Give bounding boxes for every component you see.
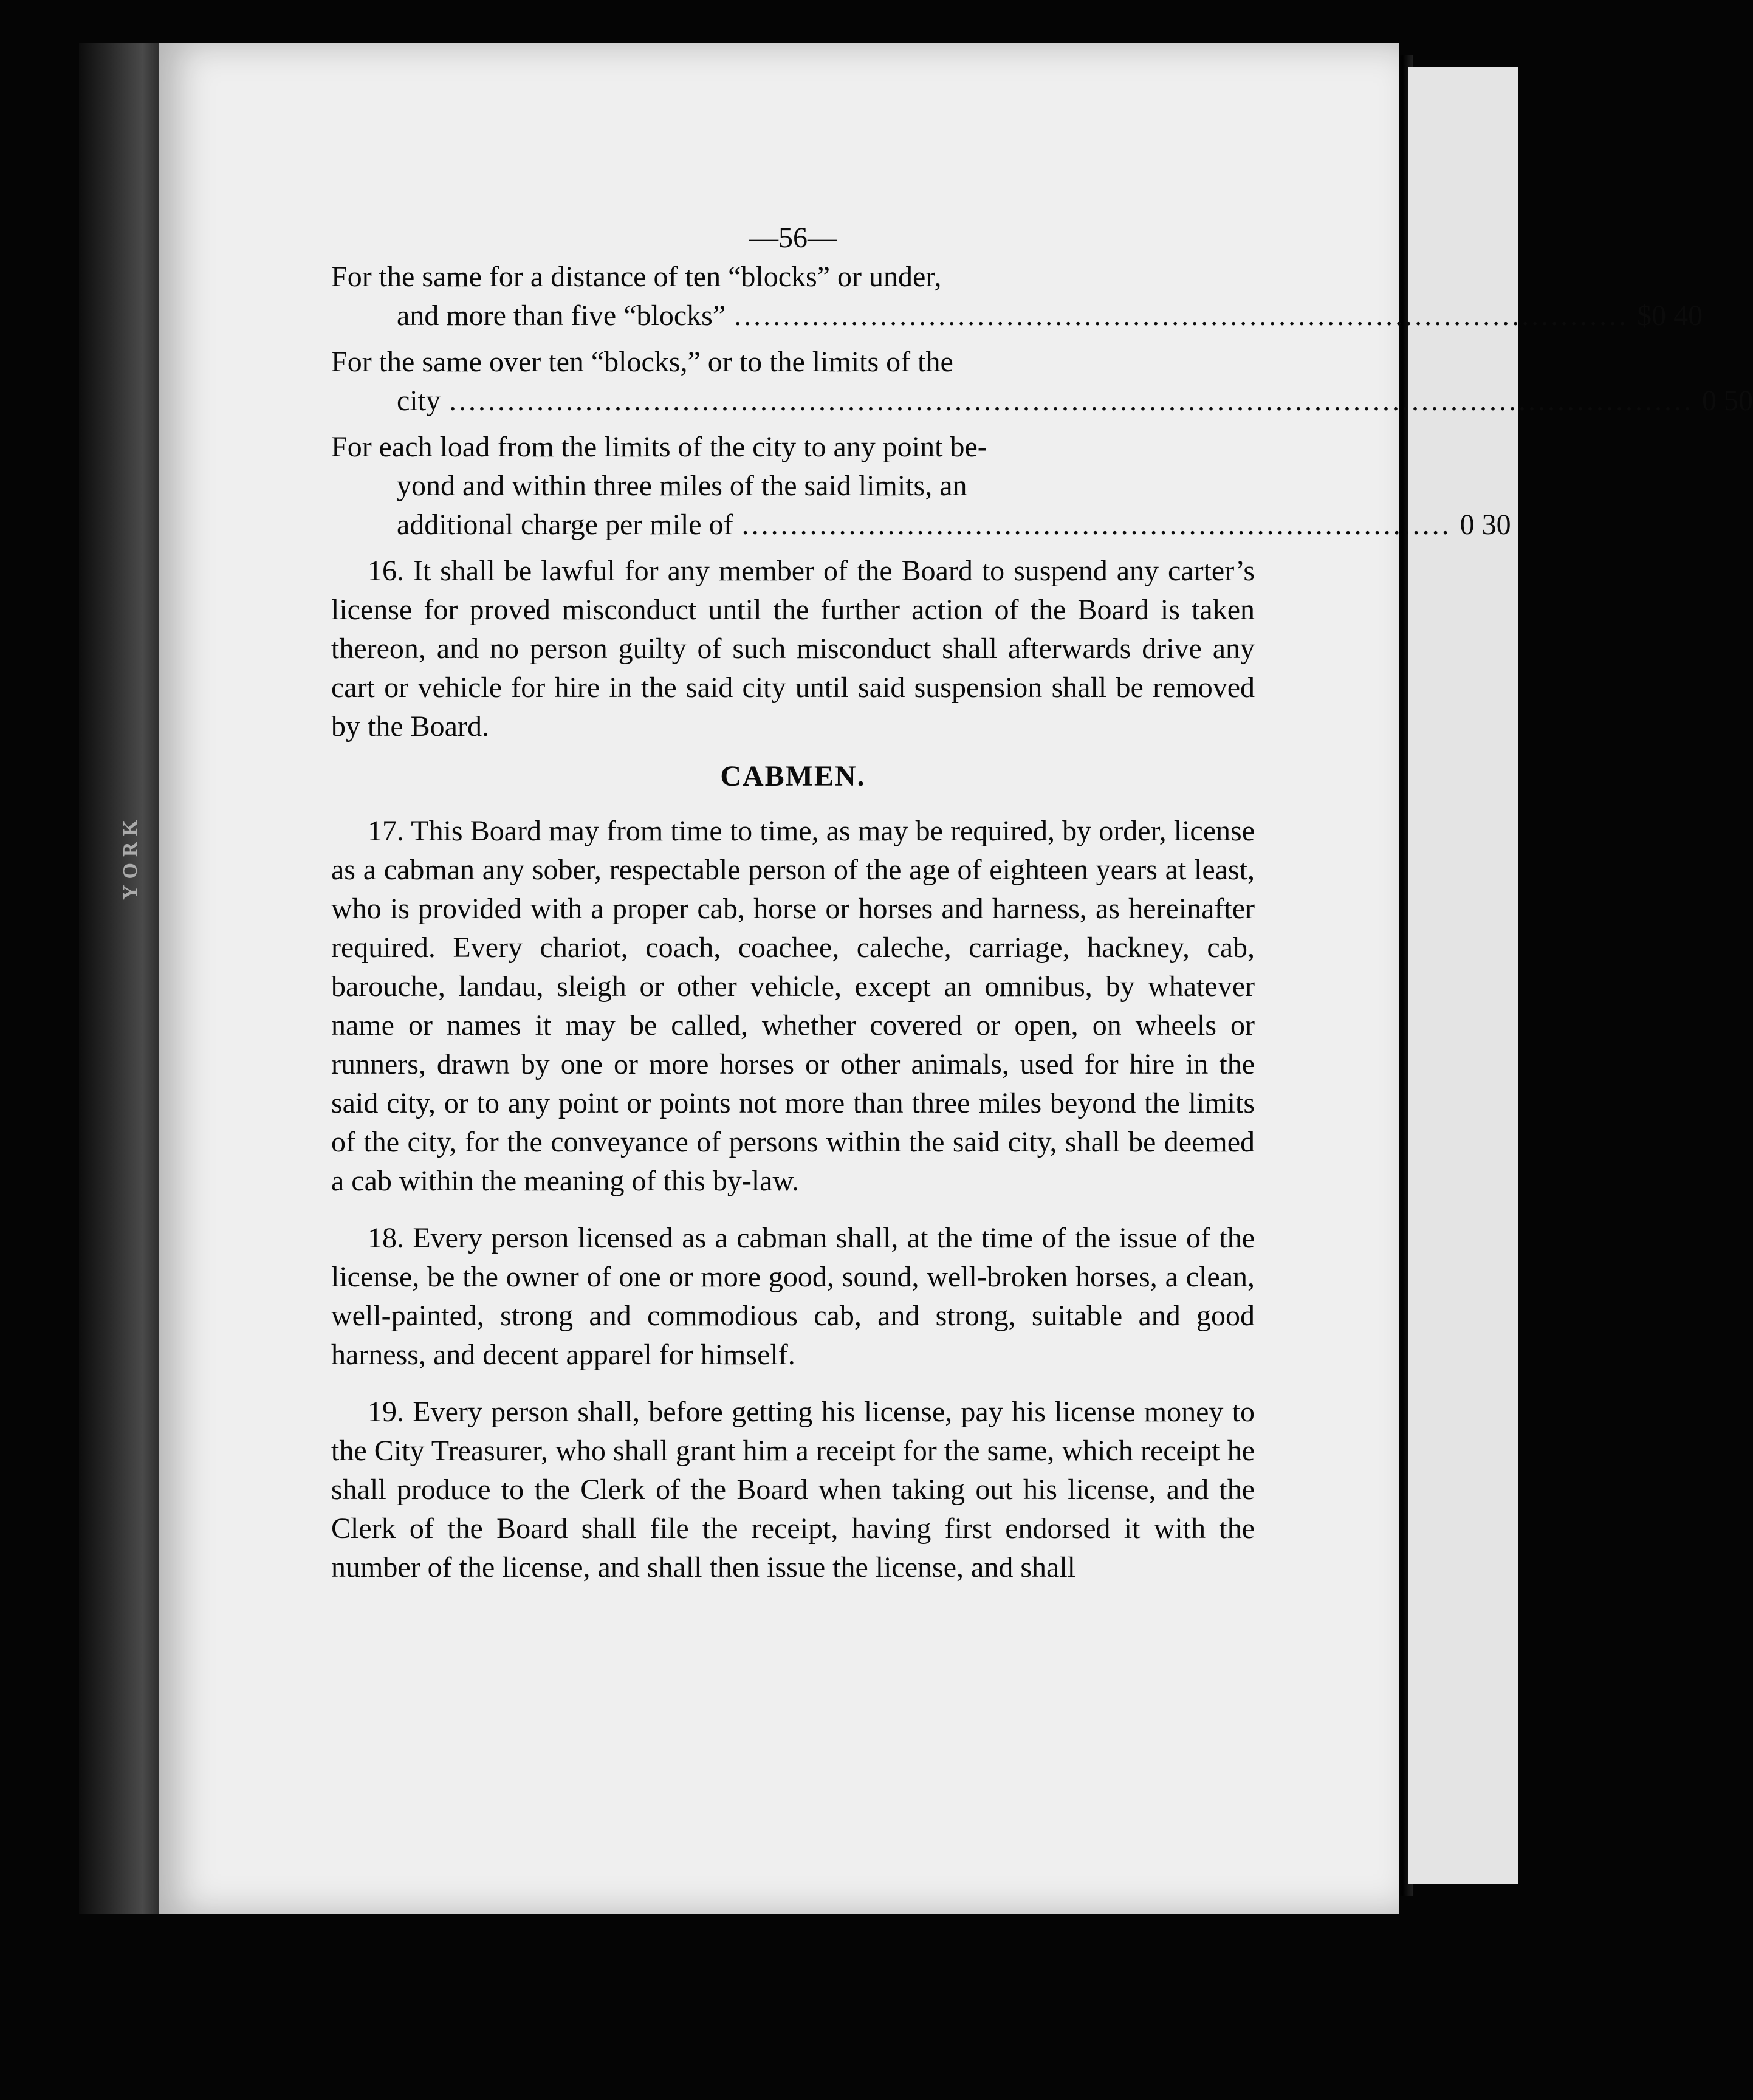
dot-leader: ......................................................................... <box>741 509 1452 541</box>
fee-description-end: city <box>397 385 441 417</box>
section-19: 19. Every person shall, before getting his license, pay his license money to the City Treasurer, who shall grant him a receipt for the same, which receipt he shall produce to the Clerk of the Board when taking out his license, and the Clerk of the Board shall file the receipt, having first endorsed it with the number of the license, and shall then issue the license, and shall <box>331 1396 1255 1584</box>
dot-leader: ................................................................................................................................ <box>448 385 1693 417</box>
section-heading-cabmen: CABMEN. <box>720 760 866 792</box>
section-16: 16. It shall be lawful for any member of the Board to suspend any carter’s license for proved misconduct until the further action of the Board is taken thereon, and no person guilty of such misconduct shall afterwards drive any cart or vehicle for hire in the said city until said suspension shall be removed by the Board. <box>331 555 1255 743</box>
fee-item <box>331 258 1703 335</box>
section-18: 18. Every person licensed as a cabman shall, at the time of the issue of the license, be the owner of one or more good, sound, well-broken horses, a clean, well-painted, strong and commodious cab, and strong, suitable and good harness, and decent apparel for himself. <box>331 1222 1255 1371</box>
fee-line <box>331 506 1511 544</box>
facing-page-edge <box>1408 67 1518 1884</box>
fee-description: For the same over ten “blocks,” or to the limits of the <box>331 346 953 378</box>
fee-description-end: and more than five “blocks” <box>397 300 726 332</box>
fee-description: For each load from the limits of the city to any point be- <box>331 431 987 463</box>
dot-leader: ............................................................................................ <box>734 300 1629 332</box>
page-number: —56— <box>749 222 837 254</box>
fee-description-end: additional charge per mile of <box>397 509 733 541</box>
fee-line <box>331 382 1753 420</box>
fee-amount: 0 30 <box>1460 509 1511 541</box>
fee-item <box>331 343 1753 420</box>
fee-description: For the same for a distance of ten “blocks” or under, <box>331 261 942 293</box>
fee-description-continued: yond and within three miles of the said limits, an <box>397 470 967 502</box>
page-content <box>331 219 1753 1587</box>
spine-label: YORK <box>119 814 142 900</box>
fee-line <box>331 297 1703 335</box>
fee-amount: $0 40 <box>1637 300 1703 332</box>
section-17: 17. This Board may from time to time, as may be required, by order, license as a cabman any sober, respectable person of the age of eighteen years at least, who is provided with a proper cab, horse or horses and harness, as hereinafter required. Every chariot, coach, coachee, caleche, carriage, hackney, cab, barouche, landau, sleigh or other vehicle, except an omnibus, by whatever name or names it may be called, whether covered or open, on wheels or runners, drawn by one or more horses or other animals, used for hire in the said city, or to any point or points not more than three miles beyond the limits of the city, for the conveyance of persons within the said city, shall be deemed a cab within the meaning of this by-law. <box>331 815 1255 1197</box>
fee-item <box>331 428 1511 544</box>
fee-amount: 0 50 <box>1701 385 1753 417</box>
